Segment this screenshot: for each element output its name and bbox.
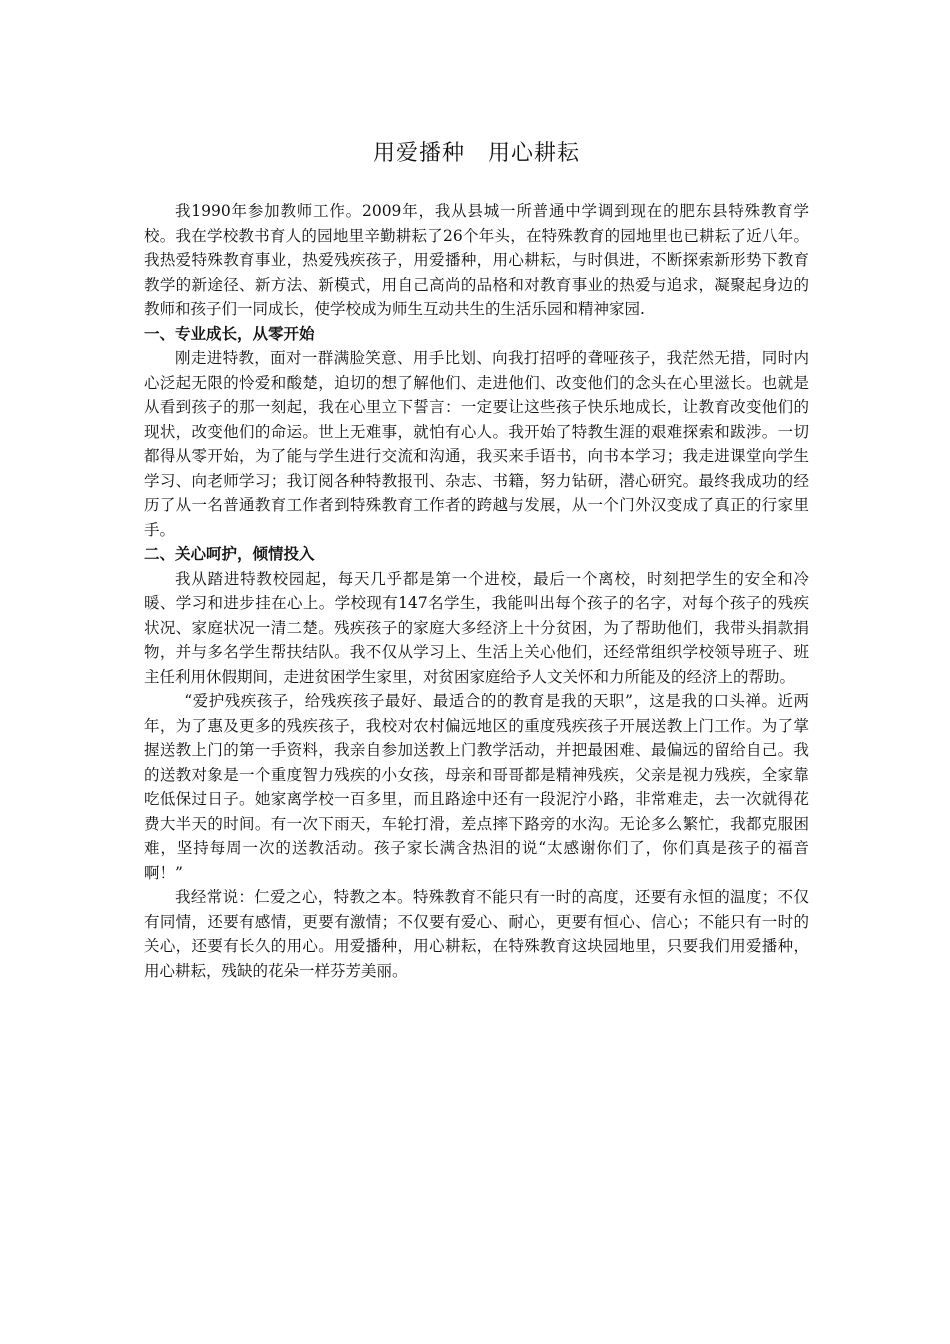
section-1-heading: 一、专业成长，从零开始: [144, 324, 315, 343]
section-2-paragraph-2: “爱护残疾孩子，给残疾孩子最好、最适合的的教育是我的天职”，这是我的口头禅。近两年，为了惠及更多的残疾孩子，我校对农村偏远地区的重度残疾孩子开展送教上门工作。为了掌握送教上门的第一手资料，我亲自参加送教上门教学活动，并把最困难、最偏远的留给自己。我的送教对象是一个重度智力残疾的小女孩，母亲和哥哥都是精神残疾，父亲是视力残疾，全家靠吃低保过日子。她家离学校一百多里，而且路途中还有一段泥泞小路，非常难走，去一次就得花费大半天的时间。有一次下雨天，车轮打滑，差点摔下路旁的水沟。无论多么繁忙，我都克服困难，坚持每周一次的送教活动。孩子家长满含热泪的说“太感谢你们了，你们真是孩子的福音啊！”: [144, 692, 809, 882]
intro-paragraph: 我1990年参加教师工作。2009年，我从县城一所普通中学调到现在的肥东县特殊教育学校。我在学校教书育人的园地里辛勤耕耘了26个年头，在特殊教育的园地里也已耕耘了近八年。我热爱特殊教育事业，热爱残疾孩子，用爱播种，用心耕耘，与时俱进，不断探索新形势下教育教学的新途径、新方法、新模式，用自己高尚的品格和对教育事业的热爱与追求，凝聚起身边的教师和孩子们一同成长，使学校成为师生互动共生的生活乐园和精神家园.: [144, 202, 809, 318]
closing-paragraph: 我经常说：仁爱之心，特教之本。特殊教育不能只有一时的高度，还要有永恒的温度；不仅有同情，还要有感情，更要有激情；不仅要有爱心、耐心，更要有恒心、信心；不能只有一时的关心，还要有长久的用心。用爱播种，用心耕耘，在特殊教育这块园地里，只要我们用爱播种，用心耕耘，残缺的花朵一样芬芳美丽。: [144, 888, 809, 980]
section-2-heading: 二、关心呵护，倾情投入: [144, 545, 315, 563]
document-body: [144, 199, 809, 983]
section-2-paragraph-1: 我从踏进特教校园起，每天几乎都是第一个进校，最后一个离校，时刻把学生的安全和冷暖、学习和进步挂在心上。学校现有147名学生，我能叫出每个孩子的名字，对每个孩子的残疾状况、家庭状况一清二楚。残疾孩子的家庭大多经济上十分贫困，为了帮助他们，我带头捐款捐物，并与多名学生帮扶结队。我不仅从学习上、生活上关心他们，还经常组织学校领导班子、班主任利用休假期间，走进贫困学生家里，对贫困家庭给予人文关怀和力所能及的经济上的帮助。: [144, 569, 809, 686]
section-1-paragraph: 刚走进特教，面对一群满脸笑意、用手比划、向我打招呼的聋哑孩子，我茫然无措，同时内心泛起无限的怜爱和酸楚，迫切的想了解他们、走进他们、改变他们的念头在心里滋长。也就是从看到孩子的那一刻起，我在心里立下誓言：一定要让这些孩子快乐地成长，让教育改变他们的现状，改变他们的命运。世上无难事，就怕有心人。我开始了特教生涯的艰难探索和跋涉。一切都得从零开始，为了能与学生进行交流和沟通，我买来手语书，向书本学习；我走进课堂向学生学习、向老师学习；我订阅各种特教报刊、杂志、书籍，努力钻研，潜心研究。最终我成功的经历了从一名普通教育工作者到特殊教育工作者的跨越与发展，从一个门外汉变成了真正的行家里手。: [144, 349, 809, 539]
document-title: 用爱播种 用心耕耘: [372, 141, 580, 166]
